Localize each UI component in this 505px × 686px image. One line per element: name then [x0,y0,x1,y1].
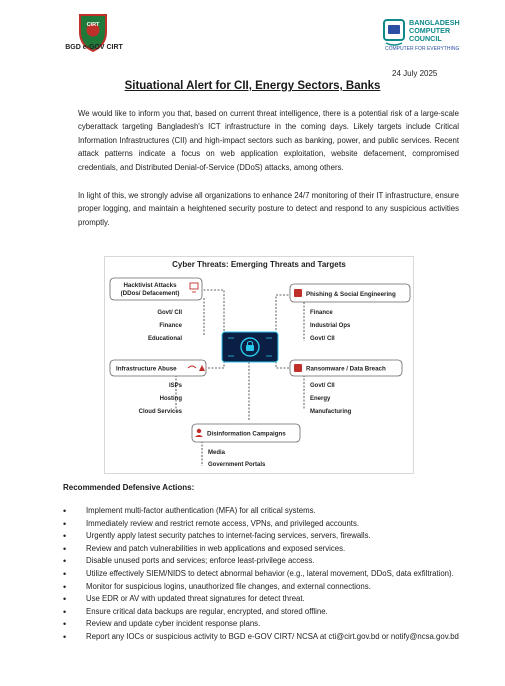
action-item: • Disable unused ports and services; enforce least-privilege access. [63,555,460,568]
ransomware-lock-icon [294,364,302,372]
threat-phishing-social-engineering [290,284,410,302]
bcc-name-line-1: BANGLADESH [409,18,460,27]
cirt-logo-mark-text: CIRT [86,22,100,28]
phishing-hook-icon [294,289,302,297]
threat-label: Infrastructure Abuse [116,365,177,373]
actions-list [63,505,460,644]
bgd-egov-cirt-logo [58,12,128,60]
target-label: Energy [310,396,331,402]
action-item: • Report any IOCs or suspicious activity to BGD e-GOV CIRT/ NCSA at cti@cirt.gov.bd or notify@ncsa.gov.bd [63,631,460,644]
action-item: • Immediately review and restrict remote access, VPNs, and privileged accounts. [63,518,460,531]
target-label: Hosting [159,396,182,402]
advisory-paragraph: In light of this, we strongly advise all organizations to enhance 24/7 monitoring of their IT infrastructure, ensure proper logging, and maintain a heightened security posture to detect and respond to any suspicious activities promptly. [78,191,459,227]
bangladesh-computer-council-logo [380,16,492,52]
target-label: Govt/ CII [310,383,335,389]
cirt-logo-caption: BGD e-GOV CIRT [65,44,123,51]
diagram-title: Cyber Threats: Emerging Threats and Targets [172,260,346,269]
target-label: Educational [147,336,182,342]
action-item: • Use EDR or AV with updated threat signatures for detect threat. [63,593,460,606]
action-item: • Review and update cyber incident response plans. [63,618,460,631]
cyber-threats-diagram [104,256,414,474]
target-label: Govt/ CII [310,336,335,342]
actions-heading: Recommended Defensive Actions: [63,483,195,492]
bcc-name-line-3: COUNCIL [409,34,442,43]
page-title: Situational Alert for CII, Energy Sectors, Banks [124,80,381,92]
target-label: ISPs [168,383,182,389]
threat-label: Ransomware / Data Breach [306,365,386,373]
threat-label: Phishing & Social Engineering [306,291,396,298]
action-item: • Monitor for suspicious logins, unauthorized file changes, and external connections. [63,581,460,594]
target-label: Industrial Ops [310,323,351,329]
target-label: Govt/ CII [157,310,182,316]
action-item: • Utilize effectively SIEM/NIDS to detect abnormal behavior (e.g., lateral movement, DDoS, data exfiltration). [63,568,460,581]
target-label: Manufacturing [310,409,352,415]
action-item: • Ensure critical data backups are regular, encrypted, and stored offline. [63,606,460,619]
bcc-tagline: COMPUTER FOR EVERYTHING [385,46,460,52]
action-item: • Implement multi-factor authentication (MFA) for all critical systems. [63,505,460,518]
action-item: • Review and patch vulnerabilities in web applications and exposed services. [63,543,460,556]
threat-label: Hacktivist Attacks [123,282,177,289]
threat-infrastructure-abuse [110,360,206,376]
intro-paragraph: We would like to inform you that, based on current threat intelligence, there is a potential risk of a large-scale cyberattack targeting Bangladesh's ICT infrastructure in the coming days. Likely targets include Critical Information Infrastructures (CII) and high-impact sectors such as banking, power, and public services. Recent attack patterns indicate a focus on web application exploitation, website defacement, compromised credentials, and Distributed Denial-of-Service (DDoS) attacks, among others. [78,109,459,172]
threat-hacktivist-attacks [110,278,202,300]
action-item: • Urgently apply latest security patches to internet-facing services, servers, firewalls. [63,530,460,543]
alert-date: 24 July 2025 [392,69,438,78]
target-label: Cloud Services [138,409,182,415]
target-label: Finance [159,323,182,329]
threat-disinformation-campaigns [192,424,300,442]
target-label: Finance [310,310,333,316]
target-label: Government Portals [208,462,266,468]
threat-label: Disinformation Campaigns [207,430,286,438]
threat-label: (DDos/ Defacement) [120,290,180,297]
central-hub-icon [222,332,278,362]
target-label: Media [208,450,226,456]
bcc-name-line-2: COMPUTER [409,26,451,35]
threat-ransomware-data-breach [290,360,402,376]
